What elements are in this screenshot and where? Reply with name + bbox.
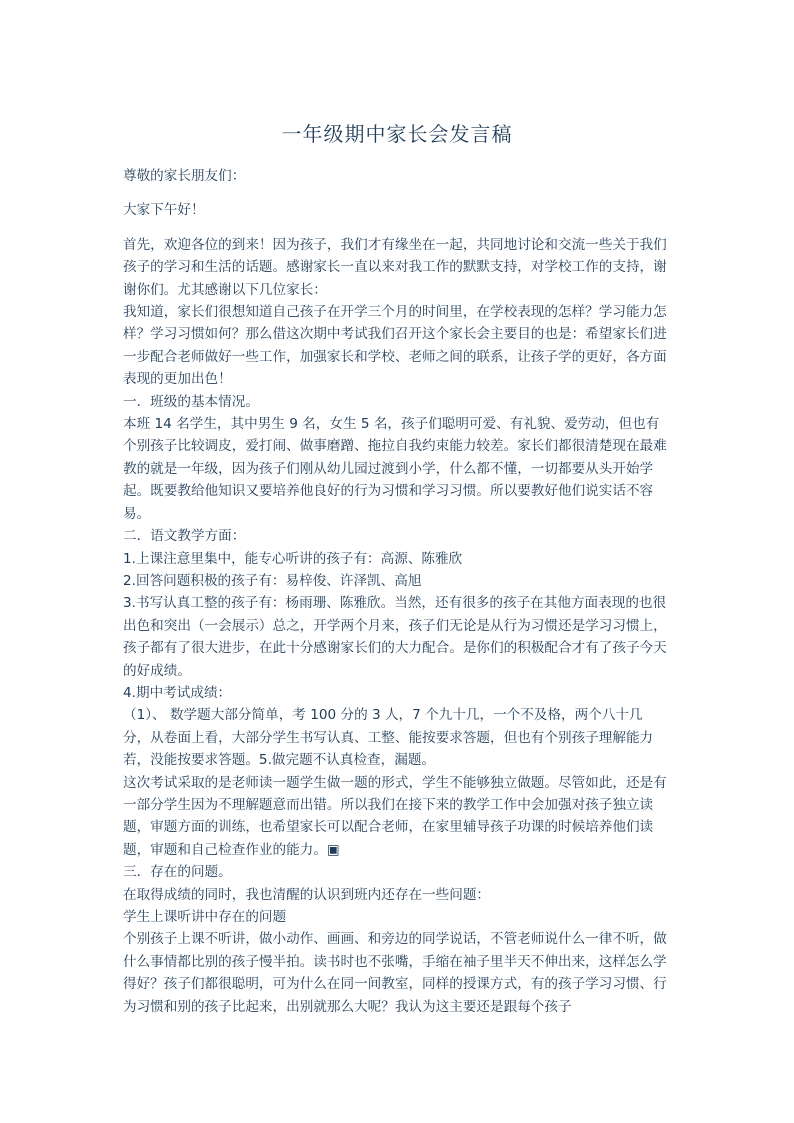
greeting: 大家下午好！ — [123, 202, 205, 219]
document-body — [123, 165, 668, 1018]
section-heading: 一．班级的基本情况。 — [123, 393, 259, 410]
document-title: 一年级期中家长会发言稿 — [281, 122, 513, 146]
paragraph: 个别孩子上课不听讲，做小动作、画画、和旁边的同学说话，不管老师说什么一律不听，做什么事情都比别的孩子慢半拍。读书时也不张嘴，手缩在袖子里半天不伸出来，这样怎么学得好？孩子们都很聪明，可为什么在同一间教室，同样的授课方式，有的孩子学习习惯、行为习惯和别的孩子比起来，出别就那么大呢？我认为这主要还是跟每个孩子 — [123, 931, 667, 1015]
paragraph: 我知道，家长们很想知道自己孩子在开学三个月的时间里，在学校表现的怎样？学习能力怎样？学习习惯如何？那么借这次期中考试我们召开这个家长会主要目的也是：希望家长们进一步配合老师做好一些工作，加强家长和学校、老师之间的联系，让孩子学的更好，各方面表现的更加出色！ — [123, 304, 667, 388]
paragraph: （1）、 数学题大部分简单，考 100 分的 3 人，7 个九十几，一个不及格，两个八十几分，从卷面上看，大部分学生书写认真、工整、能按要求答题，但也有个别孩子理解能力若，没能按要求答题。5.做完题不认真检查，漏题。 — [123, 707, 654, 769]
section-heading: 二．语文教学方面： — [123, 528, 246, 545]
list-item: 4.期中考试成绩： — [123, 684, 232, 701]
list-item: 2.回答问题积极的孩子有：易梓俊、许泽凯、高旭 — [123, 572, 422, 589]
section-heading: 三．存在的问题。 — [123, 864, 232, 881]
paragraph: 本班 14 名学生，其中男生 9 名，女生 5 名，孩子们聪明可爱、有礼貌、爱劳动，但也有个别孩子比较调皮，爱打闹、做事磨蹭、拖拉自我约束能力较差。家长们都很清楚现在最难教的就是一年级，因为孩子们刚从幼儿园过渡到小学，什么都不懂，一切都要从头开始学起。既要教给他知识又要培养他良好的行为习惯和学习习惯。所以要教好他们说实话不容易。 — [123, 416, 667, 522]
salutation: 尊敬的家长朋友们： — [123, 168, 246, 184]
paragraph: 首先，欢迎各位的到来！因为孩子，我们才有缘坐在一起，共同地讨论和交流一些关于我们孩子的学习和生活的话题。感谢家长一直以来对我工作的默默支持，对学校工作的支持，谢谢你们。尤其感谢以下几位家长： — [123, 236, 667, 298]
paragraph: 在取得成绩的同时，我也清醒的认识到班内还存在一些问题： — [123, 886, 491, 903]
paragraph: 这次考试采取的是老师读一题学生做一题的形式，学生不能够独立做题。尽管如此，还是有一部分学生因为不理解题意而出错。所以我们在接下来的教学工作中会加强对孩子独立读题，审题方面的训练，也希望家长可以配合老师，在家里辅导孩子功课的时候培养他们读题，审题和自己检查作业的能力。▣ — [123, 774, 667, 858]
list-item: 1.上课注意里集中，能专心听讲的孩子有：高源、陈雅欣 — [123, 550, 463, 567]
list-item: 3.书写认真工整的孩子有：杨雨珊、陈雅欣。当然，还有很多的孩子在其他方面表现的也很出色和突出（一会展示）总之，开学两个月来，孩子们无论是从行为习惯还是学习习惯上，孩子都有了很大进步，在此十分感谢家长们的大力配合。是你们的积极配合才有了孩子今天的好成绩。 — [123, 595, 667, 679]
subheading: 学生上课听讲中存在的问题 — [123, 909, 287, 925]
